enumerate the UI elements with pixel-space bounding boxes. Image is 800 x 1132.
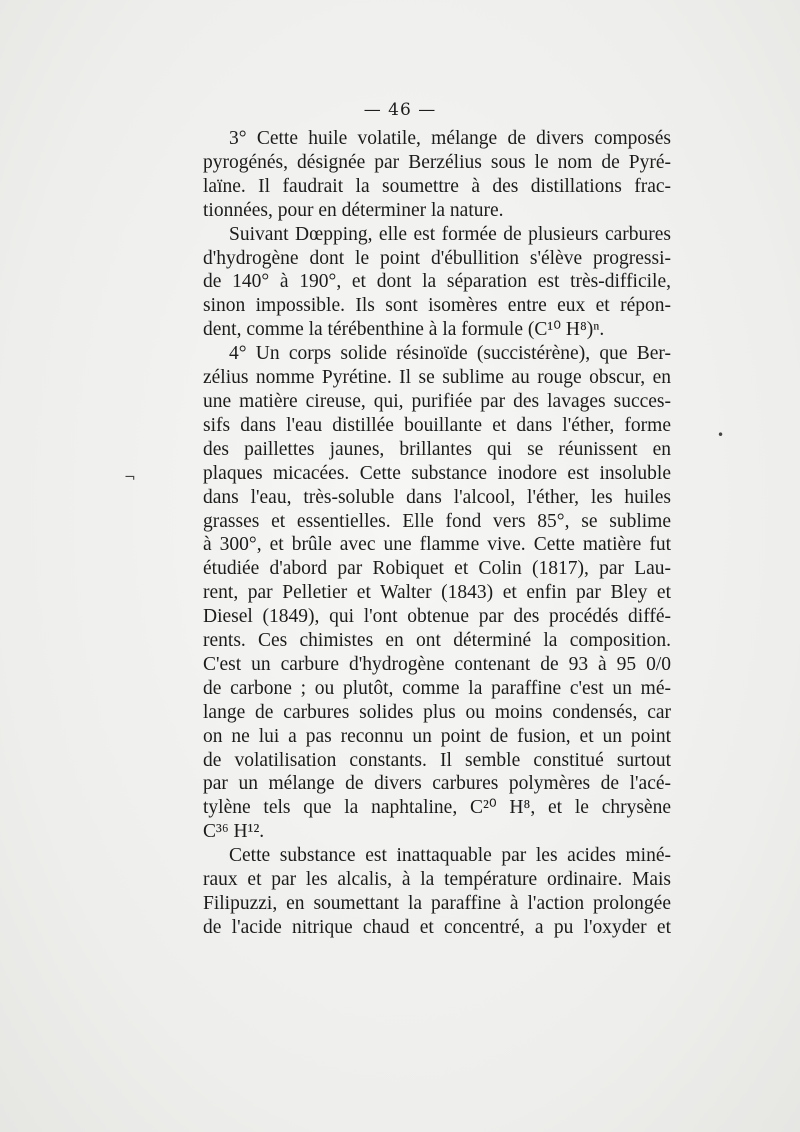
text-line: de carbone ; ou plutôt, comme la paraffine c'est un mé- (203, 677, 671, 699)
text-line: C³⁶ H¹². (203, 821, 265, 843)
text-line: à 300°, et brûle avec une flamme vive. Cette matière fut (203, 534, 671, 556)
paragraph (203, 844, 671, 940)
text-line: rents. Ces chimistes en ont déterminé la composition. (203, 630, 671, 652)
text-line: étudiée d'abord par Robiquet et Colin (1817), par Lau- (203, 558, 671, 580)
text-line: dent, comme la térébenthine à la formule (C¹⁰ H⁸)ⁿ. (203, 319, 605, 341)
text-line: Filipuzzi, en soumettant la paraffine à l'action prolongée (203, 893, 671, 914)
text-line: on ne lui a pas reconnu un point de fusion, et un point (203, 725, 671, 747)
text-line: de 140° à 190°, et dont la séparation est très-difficile, (203, 271, 671, 293)
text-line: tionnées, pour en déterminer la nature. (203, 199, 504, 221)
text-line: rent, par Pelletier et Walter (1843) et enfin par Bley et (203, 582, 671, 604)
text-line: par un mélange de divers carbures polymères de l'acé- (203, 773, 671, 795)
paragraph (203, 223, 671, 343)
margin-mark-right: • (717, 428, 725, 442)
text-line: laïne. Il faudrait la soumettre à des distillations frac- (203, 175, 671, 197)
text-line: pyrogénés, désignée par Berzélius sous le nom de Pyré- (203, 151, 671, 173)
text-line: grasses et essentielles. Elle fond vers 85°, se sublime (203, 510, 671, 532)
text-line: dans l'eau, très-soluble dans l'alcool, l'éther, les huiles (203, 486, 671, 508)
text-line: de volatilisation constants. Il semble constitué surtout (203, 749, 671, 771)
text-line: des paillettes jaunes, brillantes qui se réunissent en (203, 438, 671, 460)
paragraph (203, 127, 671, 223)
margin-mark-left: ¬ (124, 470, 136, 486)
text-line: Cette substance est inattaquable par les acides miné- (229, 845, 671, 867)
text-line: lange de carbures solides plus ou moins condensés, car (203, 701, 671, 723)
text-line: 4° Un corps solide résinoïde (succistérène), que Ber- (229, 343, 671, 365)
text-line: raux et par les alcalis, à la température ordinaire. Mais (203, 869, 671, 891)
text-line: Diesel (1849), qui l'ont obtenue par des procédés diffé- (203, 606, 671, 628)
body-text (203, 127, 671, 940)
text-line: plaques micacées. Cette substance inodore est insoluble (203, 462, 671, 484)
text-line: de l'acide nitrique chaud et concentré, a pu l'oxyder et (203, 916, 671, 938)
text-line: sinon impossible. Ils sont isomères entre eux et répon- (203, 295, 671, 317)
text-line: C'est un carbure d'hydrogène contenant de 93 à 95 0/0 (203, 653, 671, 675)
paragraph (203, 342, 671, 844)
page-number: — 46 — (363, 100, 437, 120)
text-line: tylène tels que la naphtaline, C²⁰ H⁸, et le chrysène (203, 797, 671, 819)
text-line: zélius nomme Pyrétine. Il se sublime au rouge obscur, en (203, 367, 671, 389)
text-line: d'hydrogène dont le point d'ébullition s'élève progressi- (203, 247, 671, 269)
text-line: Suivant Dœpping, elle est formée de plusieurs carbures (229, 223, 671, 245)
text-line: sifs dans l'eau distillée bouillante et dans l'éther, forme (203, 414, 671, 436)
text-line: une matière cireuse, qui, purifiée par des lavages succes- (203, 390, 671, 412)
text-line: 3° Cette huile volatile, mélange de divers composés (229, 128, 671, 149)
